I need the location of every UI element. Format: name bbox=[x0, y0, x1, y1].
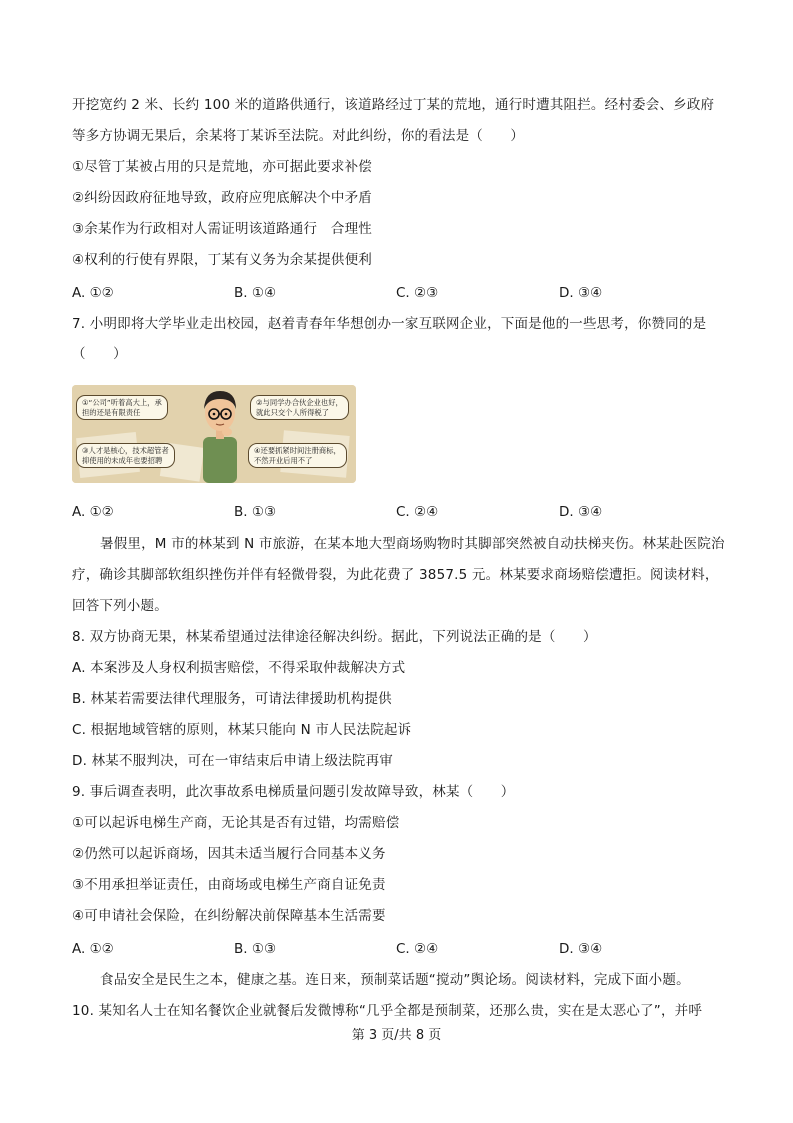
q6-statement-2: ②纠纷因政府征地导致，政府应兜底解决个中矛盾 bbox=[72, 190, 373, 206]
q8-option-b[interactable]: B. 林某若需要法律代理服务，可请法律援助机构提供 bbox=[72, 691, 392, 707]
q9-stem: 9. 事后调查表明，此次事故系电梯质量问题引发故障导致，林某（ ） bbox=[72, 784, 515, 800]
option-d[interactable]: D. ③④ bbox=[559, 285, 603, 301]
comic-bubble-4: ④还要抓紧时间注册商标， 不然开业后用不了 bbox=[248, 443, 347, 468]
q8-stem: 8. 双方协商无果，林某希望通过法律途径解决纠纷。据此，下列说法正确的是（ ） bbox=[72, 629, 597, 645]
q8-material-line-2: 疗，确诊其脚部软组织挫伤并伴有轻微骨裂，为此花费了 3857.5 元。林某要求商场赔偿遭拒。阅读材料， bbox=[72, 567, 719, 583]
option-b[interactable]: B. ①④ bbox=[234, 285, 277, 301]
option-a[interactable]: A. ①② bbox=[72, 504, 114, 520]
option-c[interactable]: C. ②③ bbox=[396, 285, 439, 301]
comic-bubble-2: ②与同学办合伙企业也好， 就此只交个人所得税了 bbox=[250, 395, 349, 420]
q6-stem-line-1: 开挖宽约 2 米、长约 100 米的道路供通行，该道路经过丁某的荒地，通行时遭其阻拦。经村委会、乡政府 bbox=[72, 97, 715, 113]
q9-statement-4: ④可申请社会保险，在纠纷解决前保障基本生活需要 bbox=[72, 908, 386, 924]
option-d[interactable]: D. ③④ bbox=[559, 941, 603, 957]
q6-statement-3: ③余某作为行政相对人需证明该道路通行 合理性 bbox=[72, 221, 373, 237]
option-b[interactable]: B. ①③ bbox=[234, 504, 277, 520]
q7-stem-line-1: 7. 小明即将大学毕业走出校园，赵着青春年华想创办一家互联网企业，下面是他的一些思考，你赞同的是 bbox=[72, 316, 707, 332]
q8-option-c[interactable]: C. 根据地域管辖的原则，林某只能向 N 市人民法院起诉 bbox=[72, 722, 412, 738]
student-character-icon bbox=[191, 385, 249, 483]
option-b[interactable]: B. ①③ bbox=[234, 941, 277, 957]
q6-stem-line-2: 等多方协调无果后，余某将丁某诉至法院。对此纠纷，你的看法是（ ） bbox=[72, 128, 525, 144]
q10-stem: 10. 某知名人士在知名餐饮企业就餐后发微博称“几乎全都是预制菜，还那么贵，实在是太恶心了”，并呼 bbox=[72, 1003, 703, 1019]
q9-statement-1: ①可以起诉电梯生产商，无论其是否有过错，均需赔偿 bbox=[72, 815, 400, 831]
comic-bubble-1: ①“公司”听着高大上，承 担的还是有限责任 bbox=[76, 395, 168, 420]
option-c[interactable]: C. ②④ bbox=[396, 941, 439, 957]
q9-statement-2: ②仍然可以起诉商场，因其未适当履行合同基本义务 bbox=[72, 846, 386, 862]
comic-bubble-3: ③人才是核心，技术超管者 抑使用的未成年也要招聘 bbox=[76, 443, 175, 468]
q8-option-a[interactable]: A. 本案涉及人身权利损害赔偿，不得采取仲裁解决方式 bbox=[72, 660, 406, 676]
page-number: 第 3 页/共 8 页 bbox=[351, 1028, 442, 1043]
q6-statement-4: ④权利的行使有界限，丁某有义务为余某提供便利 bbox=[72, 252, 373, 268]
q6-statement-1: ①尽管丁某被占用的只是荒地，亦可据此要求补偿 bbox=[72, 159, 373, 175]
q9-statement-3: ③不用承担举证责任，由商场或电梯生产商自证免责 bbox=[72, 877, 386, 893]
option-a[interactable]: A. ①② bbox=[72, 941, 114, 957]
q8-material-line-1: 暑假里，M 市的林某到 N 市旅游，在某本地大型商场购物时其脚部突然被自动扶梯夹伤。林某赴医院治 bbox=[100, 536, 725, 552]
option-c[interactable]: C. ②④ bbox=[396, 504, 439, 520]
q7-stem-line-2: （ ） bbox=[72, 346, 127, 362]
q8-option-d[interactable]: D. 林某不服判决，可在一审结束后申请上级法院再审 bbox=[72, 753, 393, 769]
q8-material-line-3: 回答下列小题。 bbox=[72, 598, 168, 614]
option-d[interactable]: D. ③④ bbox=[559, 504, 603, 520]
option-a[interactable]: A. ①② bbox=[72, 285, 114, 301]
q10-material: 食品安全是民生之本，健康之基。连日来，预制菜话题“搅动”舆论场。阅读材料，完成下面小题。 bbox=[100, 972, 690, 988]
q7-comic-image bbox=[72, 385, 356, 483]
